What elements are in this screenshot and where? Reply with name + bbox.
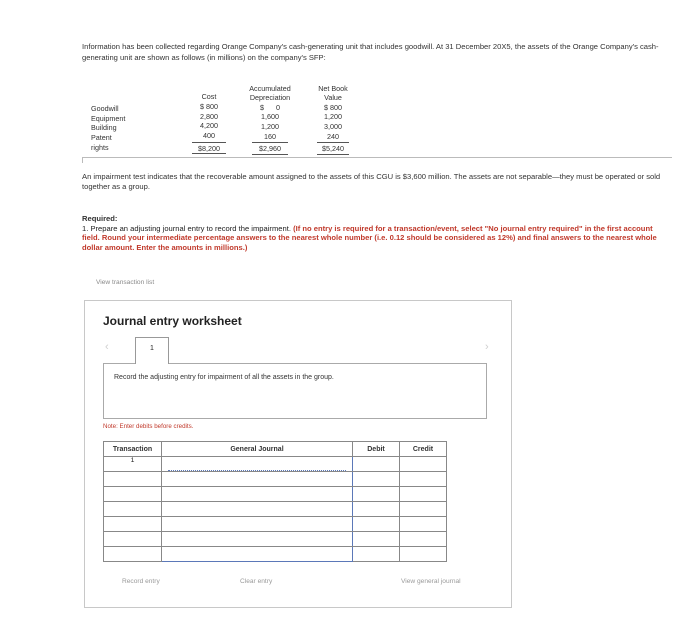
next-arrow-icon[interactable]: ›: [485, 341, 489, 353]
clear-entry-button[interactable]: Clear entry: [240, 578, 273, 585]
accdep-value: 1,200: [261, 122, 279, 131]
col-debit: Debit: [353, 442, 400, 457]
account-cell[interactable]: [162, 457, 353, 472]
cost-value: $ 800: [200, 101, 218, 111]
debit-cell[interactable]: [353, 532, 400, 547]
account-cell[interactable]: [162, 472, 353, 487]
description-box: [103, 363, 487, 419]
account-cell[interactable]: [162, 547, 353, 562]
tab-transaction-1[interactable]: 1: [135, 337, 169, 364]
record-entry-button[interactable]: Record entry: [122, 578, 160, 585]
sfp-label: Patent rights: [91, 133, 112, 152]
table-row: [104, 517, 447, 532]
section-divider-tick: [82, 157, 83, 163]
account-cell[interactable]: [162, 532, 353, 547]
required-title: Required:: [82, 214, 118, 223]
intro-text: Information has been collected regarding Orange Company's cash-generating unit that includes goodwill. At 31 December 20X5, the assets of the Orange Company's cash-generating unit are shown as follows (in millions) on the company's SFP:: [82, 42, 659, 62]
debit-cell[interactable]: [353, 472, 400, 487]
section-divider: [82, 157, 672, 158]
journal-header-row: [104, 442, 447, 457]
transaction-cell: 1: [104, 457, 162, 472]
account-cell[interactable]: [162, 487, 353, 502]
nbv-total: $5,240: [317, 142, 349, 155]
required-section: [82, 214, 672, 252]
table-row: [104, 472, 447, 487]
sfp-label: Building: [91, 123, 117, 133]
accdep-header-line: Depreciation: [249, 92, 291, 102]
nbv-value: $ 800: [324, 102, 342, 112]
transaction-cell: [104, 502, 162, 517]
col-credit: Credit: [400, 442, 447, 457]
accdep-value: $ 0: [260, 102, 280, 112]
credit-cell[interactable]: [400, 517, 447, 532]
cost-value: 4,200: [200, 121, 218, 131]
view-general-journal-button[interactable]: View general journal: [401, 578, 461, 585]
col-transaction: Transaction: [104, 442, 162, 457]
credit-cell[interactable]: [400, 457, 447, 472]
transaction-cell: [104, 487, 162, 502]
sfp-nbv-column: [313, 85, 353, 155]
accdep-value: 160: [264, 131, 276, 141]
cost-header: Cost: [201, 92, 217, 101]
view-transaction-list-button[interactable]: View transaction list: [96, 279, 155, 286]
nbv-value: 3,000: [324, 122, 342, 131]
cost-value: 2,800: [200, 111, 218, 121]
nbv-value: 1,200: [324, 112, 342, 122]
nbv-header-line: Value: [324, 92, 342, 102]
account-cell[interactable]: [162, 502, 353, 517]
transaction-cell: [104, 517, 162, 532]
nbv-value: 240: [327, 131, 339, 141]
account-input[interactable]: [168, 458, 346, 471]
required-item: [82, 224, 672, 253]
cost-total: $8,200: [192, 142, 226, 155]
credit-cell[interactable]: [400, 532, 447, 547]
table-row: [104, 457, 447, 472]
sfp-label: Equipment: [91, 113, 126, 123]
sfp-accdep-column: [245, 85, 295, 155]
impairment-text: An impairment test indicates that the recoverable amount assigned to the assets of this CGU is $3,600 million. The assets are not separable—they must be operated or sold together as a group.: [82, 172, 661, 191]
nbv-header-line: Net Book: [318, 84, 348, 93]
debit-cell[interactable]: [353, 457, 400, 472]
worksheet-title: Journal entry worksheet: [103, 314, 242, 328]
table-row: [104, 547, 447, 562]
accdep-value: 1,600: [261, 112, 279, 122]
journal-table: [103, 441, 447, 562]
sfp-row-labels: [91, 104, 125, 153]
cost-value: 400: [203, 130, 215, 140]
table-row: [104, 532, 447, 547]
debits-note: Note: Enter debits before credits.: [103, 423, 194, 430]
accdep-header-line: Accumulated: [249, 84, 291, 93]
transaction-cell: [104, 532, 162, 547]
prev-arrow-icon[interactable]: ‹: [105, 341, 109, 353]
credit-cell[interactable]: [400, 502, 447, 517]
journal-entry-worksheet: [84, 300, 512, 608]
debit-cell[interactable]: [353, 517, 400, 532]
credit-cell[interactable]: [400, 487, 447, 502]
debit-cell[interactable]: [353, 547, 400, 562]
table-row: [104, 487, 447, 502]
required-instructions: (If no entry is required for a transaction/event, select "No journal entry required" in the first account field. Round your intermediate percentage answers to the nearest whole number (i.e. 0.12 should be considered as 12%) and final answers to the nearest whole dollar amount. Enter the amounts in millions.): [82, 223, 657, 252]
col-general-journal: General Journal: [162, 442, 353, 457]
transaction-cell: [104, 472, 162, 487]
transaction-cell: [104, 547, 162, 562]
sfp-cost-column: [192, 93, 226, 154]
credit-cell[interactable]: [400, 547, 447, 562]
sfp-label: Goodwill: [91, 104, 119, 113]
account-cell[interactable]: [162, 517, 353, 532]
required-item-text: 1. Prepare an adjusting journal entry to record the impairment.: [82, 223, 291, 233]
table-row: [104, 502, 447, 517]
debit-cell[interactable]: [353, 502, 400, 517]
accdep-total: $2,960: [252, 142, 288, 155]
credit-cell[interactable]: [400, 472, 447, 487]
debit-cell[interactable]: [353, 487, 400, 502]
description-text: Record the adjusting entry for impairment of all the assets in the group.: [114, 374, 334, 381]
